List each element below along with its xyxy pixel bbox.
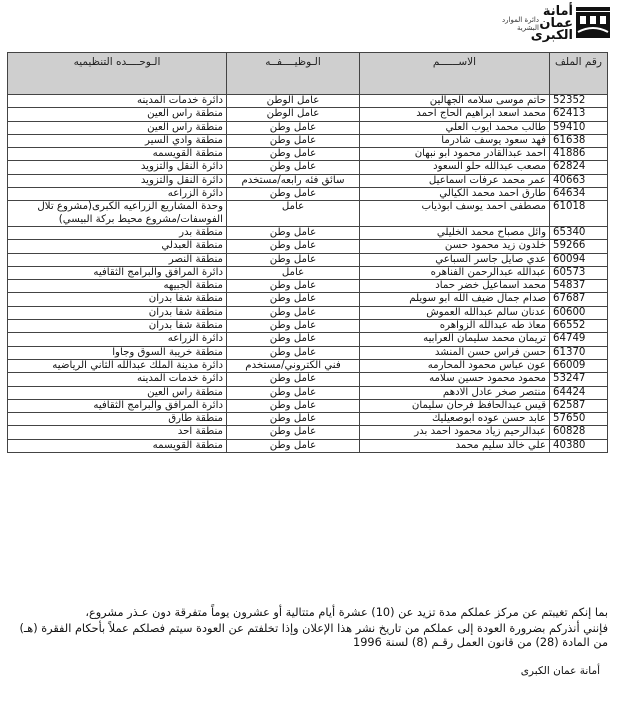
- cell-name: عون عباس محمود المحارمه: [360, 359, 550, 372]
- table-row: [8, 333, 608, 346]
- cell-unit: دائرة النقل والتزويد: [8, 161, 227, 174]
- cell-job: عامل وطن: [227, 134, 360, 147]
- cell-job: عامل وطن: [227, 333, 360, 346]
- cell-file-number: 66552: [550, 320, 608, 333]
- cell-unit: منطقة العبدلي: [8, 240, 227, 253]
- cell-unit: دائرة المرافق والبرامج الثقافيه: [8, 266, 227, 279]
- cell-name: وائل مصباح محمد الخليلي: [360, 226, 550, 239]
- logo: [499, 4, 611, 46]
- table-row: [8, 359, 608, 372]
- cell-unit: منطقة راس العين: [8, 386, 227, 399]
- cell-name: فهد سعود يوسف شادرما: [360, 134, 550, 147]
- cell-file-number: 54837: [550, 280, 608, 293]
- cell-unit: دائرة النقل والتزويد: [8, 174, 227, 187]
- cell-job: عامل وطن: [227, 413, 360, 426]
- cell-job: عامل وطن: [227, 373, 360, 386]
- cell-name: معاذ طه عبدالله الزواهره: [360, 320, 550, 333]
- cell-job: عامل وطن: [227, 306, 360, 319]
- cell-unit: منطقة طارق: [8, 413, 227, 426]
- cell-name: طارق احمد محمد الكيالي: [360, 188, 550, 201]
- cell-job: عامل وطن: [227, 188, 360, 201]
- table-row: [8, 293, 608, 306]
- cell-unit: منطقة الجبيهه: [8, 280, 227, 293]
- table-header-row: [8, 53, 608, 95]
- cell-unit: منطقة راس العين: [8, 121, 227, 134]
- cell-job: عامل وطن: [227, 226, 360, 239]
- table-row: [8, 188, 608, 201]
- cell-file-number: 41886: [550, 148, 608, 161]
- table-row: [8, 95, 608, 108]
- table-row: [8, 386, 608, 399]
- notice-footer: [18, 606, 608, 678]
- table-row: [8, 134, 608, 147]
- cell-file-number: 60573: [550, 266, 608, 279]
- cell-unit: منطقة خريبة السوق وجاوا: [8, 346, 227, 359]
- cell-job: عامل: [227, 266, 360, 279]
- header-file-number: رقم الملف: [550, 53, 608, 95]
- cell-name: صدام جمال ضيف الله ابو سويلم: [360, 293, 550, 306]
- cell-name: عمر محمد عرفات اسماعيل: [360, 174, 550, 187]
- cell-name: تريمان محمد سليمان العرابيه: [360, 333, 550, 346]
- cell-unit: دائرة خدمات المدينه: [8, 373, 227, 386]
- header-unit: الـوحــــده التنظيميه: [8, 53, 227, 95]
- cell-job: عامل وطن: [227, 439, 360, 452]
- cell-unit: منطقة شفا بدران: [8, 306, 227, 319]
- table-row: [8, 174, 608, 187]
- table-row: [8, 108, 608, 121]
- cell-unit: منطقة وادي السير: [8, 134, 227, 147]
- cell-file-number: 57650: [550, 413, 608, 426]
- cell-file-number: 60600: [550, 306, 608, 319]
- cell-file-number: 40663: [550, 174, 608, 187]
- cell-job: عامل وطن: [227, 320, 360, 333]
- cell-name: طالب محمد ايوب العلي: [360, 121, 550, 134]
- cell-job: عامل وطن: [227, 161, 360, 174]
- cell-name: خلدون زيد محمود حسن: [360, 240, 550, 253]
- cell-unit: دائرة الزراعه: [8, 333, 227, 346]
- table-row: [8, 161, 608, 174]
- cell-name: محمد اسماعيل خضر حماد: [360, 280, 550, 293]
- cell-job: سائق فئه رابعه/مستخدم: [227, 174, 360, 187]
- cell-name: مصعب عبدالله حلو السعود: [360, 161, 550, 174]
- cell-file-number: 53247: [550, 373, 608, 386]
- table-row: [8, 253, 608, 266]
- cell-file-number: 61370: [550, 346, 608, 359]
- table-row: [8, 413, 608, 426]
- table-row: [8, 226, 608, 239]
- cell-job: عامل وطن: [227, 280, 360, 293]
- cell-job: عامل الوطن: [227, 95, 360, 108]
- cell-unit: دائرة مدينة الملك عبدالله الثاني الرياضيه: [8, 359, 227, 372]
- cell-name: منتصر صخر عادل الادهم: [360, 386, 550, 399]
- table-row: [8, 266, 608, 279]
- cell-unit: منطقة القويسمه: [8, 439, 227, 452]
- cell-job: عامل وطن: [227, 253, 360, 266]
- cell-unit: دائرة المرافق والبرامج الثقافيه: [8, 399, 227, 412]
- cell-file-number: 40380: [550, 439, 608, 452]
- cell-file-number: 62824: [550, 161, 608, 174]
- cell-job: عامل وطن: [227, 399, 360, 412]
- cell-file-number: 59266: [550, 240, 608, 253]
- table-row: [8, 201, 608, 227]
- cell-file-number: 61638: [550, 134, 608, 147]
- cell-unit: منطقة شفا بدران: [8, 293, 227, 306]
- cell-unit: وحدة المشاريع الزراعيه الكبرى(مشروع تلال الفوسفات/مشروع محيط بركة البيسي): [8, 201, 227, 227]
- page-header: [0, 0, 625, 48]
- cell-job: عامل وطن: [227, 346, 360, 359]
- signature: أمانة عمان الكبرى: [520, 665, 600, 677]
- cell-job: عامل وطن: [227, 293, 360, 306]
- table-body: [8, 95, 608, 453]
- cell-name: عدي صايل جاسر السباعي: [360, 253, 550, 266]
- logo-department: دائرة الموارد البشرية: [502, 16, 539, 32]
- cell-name: احمد عبدالقادر محمود ابو نبهان: [360, 148, 550, 161]
- table-row: [8, 373, 608, 386]
- logo-name: أمانة عمان الكبرى: [530, 4, 573, 43]
- cell-file-number: 64424: [550, 386, 608, 399]
- cell-unit: منطقة راس العين: [8, 108, 227, 121]
- cell-job: عامل وطن: [227, 426, 360, 439]
- cell-job: عامل: [227, 201, 360, 227]
- cell-job: عامل وطن: [227, 240, 360, 253]
- table-row: [8, 306, 608, 319]
- amman-logo-icon: [575, 6, 611, 42]
- cell-name: قيس عبدالحافظ فرحان سليمان: [360, 399, 550, 412]
- cell-name: مصطفى احمد يوسف ابوذياب: [360, 201, 550, 227]
- cell-job: فني الكتروني/مستخدم: [227, 359, 360, 372]
- cell-file-number: 64749: [550, 333, 608, 346]
- table-row: [8, 240, 608, 253]
- cell-file-number: 59410: [550, 121, 608, 134]
- cell-file-number: 61018: [550, 201, 608, 227]
- cell-file-number: 52352: [550, 95, 608, 108]
- cell-name: محمود محمود حسين سلامه: [360, 373, 550, 386]
- cell-name: علي خالد سليم محمد: [360, 439, 550, 452]
- cell-name: حاتم موسى سلامه الجهالين: [360, 95, 550, 108]
- cell-file-number: 66009: [550, 359, 608, 372]
- cell-job: عامل وطن: [227, 148, 360, 161]
- cell-name: عبدالله عبدالرحمن الفناهره: [360, 266, 550, 279]
- cell-job: عامل وطن: [227, 386, 360, 399]
- notice-paragraph-2: فإنني أنذركم بضرورة العودة إلى عملكم من تاريخ نشر هذا الإعلان وإذا تخلفتم عن العودة سيتم فصلكم عملاً بأحكام الفقرة (هـ) من المادة (28) من قانون العمل رقـم (8) لسنة 1996: [19, 622, 608, 649]
- cell-file-number: 65340: [550, 226, 608, 239]
- cell-name: حسن فراس حسن المنشد: [360, 346, 550, 359]
- employee-table: [7, 52, 608, 453]
- cell-file-number: 67687: [550, 293, 608, 306]
- table-row: [8, 148, 608, 161]
- header-name: الاســــــم: [360, 53, 550, 95]
- cell-name: عابد حسن عوده ابوصعيليك: [360, 413, 550, 426]
- cell-unit: منطقة شفا بدران: [8, 320, 227, 333]
- table-row: [8, 320, 608, 333]
- table-row: [8, 399, 608, 412]
- table-row: [8, 426, 608, 439]
- cell-unit: منطقة احد: [8, 426, 227, 439]
- cell-unit: منطقة القويسمه: [8, 148, 227, 161]
- table-row: [8, 439, 608, 452]
- cell-file-number: 64634: [550, 188, 608, 201]
- cell-file-number: 60828: [550, 426, 608, 439]
- cell-job: عامل وطن: [227, 121, 360, 134]
- cell-job: عامل الوطن: [227, 108, 360, 121]
- cell-unit: دائرة خدمات المدينه: [8, 95, 227, 108]
- cell-unit: دائرة الزراعه: [8, 188, 227, 201]
- cell-file-number: 60094: [550, 253, 608, 266]
- cell-file-number: 62413: [550, 108, 608, 121]
- table-row: [8, 280, 608, 293]
- cell-unit: منطقة النصر: [8, 253, 227, 266]
- notice-paragraph-1: بما إنكم تغيبتم عن مركز عملكم مدة تزيد عن (10) عشرة أيام متتالية أو عشرون يوماً متفرقة دون عـذر مشروع،: [85, 606, 608, 619]
- header-job: الـوظيــــفــه: [227, 53, 360, 95]
- cell-unit: منطقة بدر: [8, 226, 227, 239]
- table-row: [8, 121, 608, 134]
- cell-name: عدنان سالم عبدالله العموش: [360, 306, 550, 319]
- cell-file-number: 62587: [550, 399, 608, 412]
- cell-name: محمد اسعد ابراهيم الحاج احمد: [360, 108, 550, 121]
- cell-name: عبدالرحيم زياد محمود احمد بدر: [360, 426, 550, 439]
- table-row: [8, 346, 608, 359]
